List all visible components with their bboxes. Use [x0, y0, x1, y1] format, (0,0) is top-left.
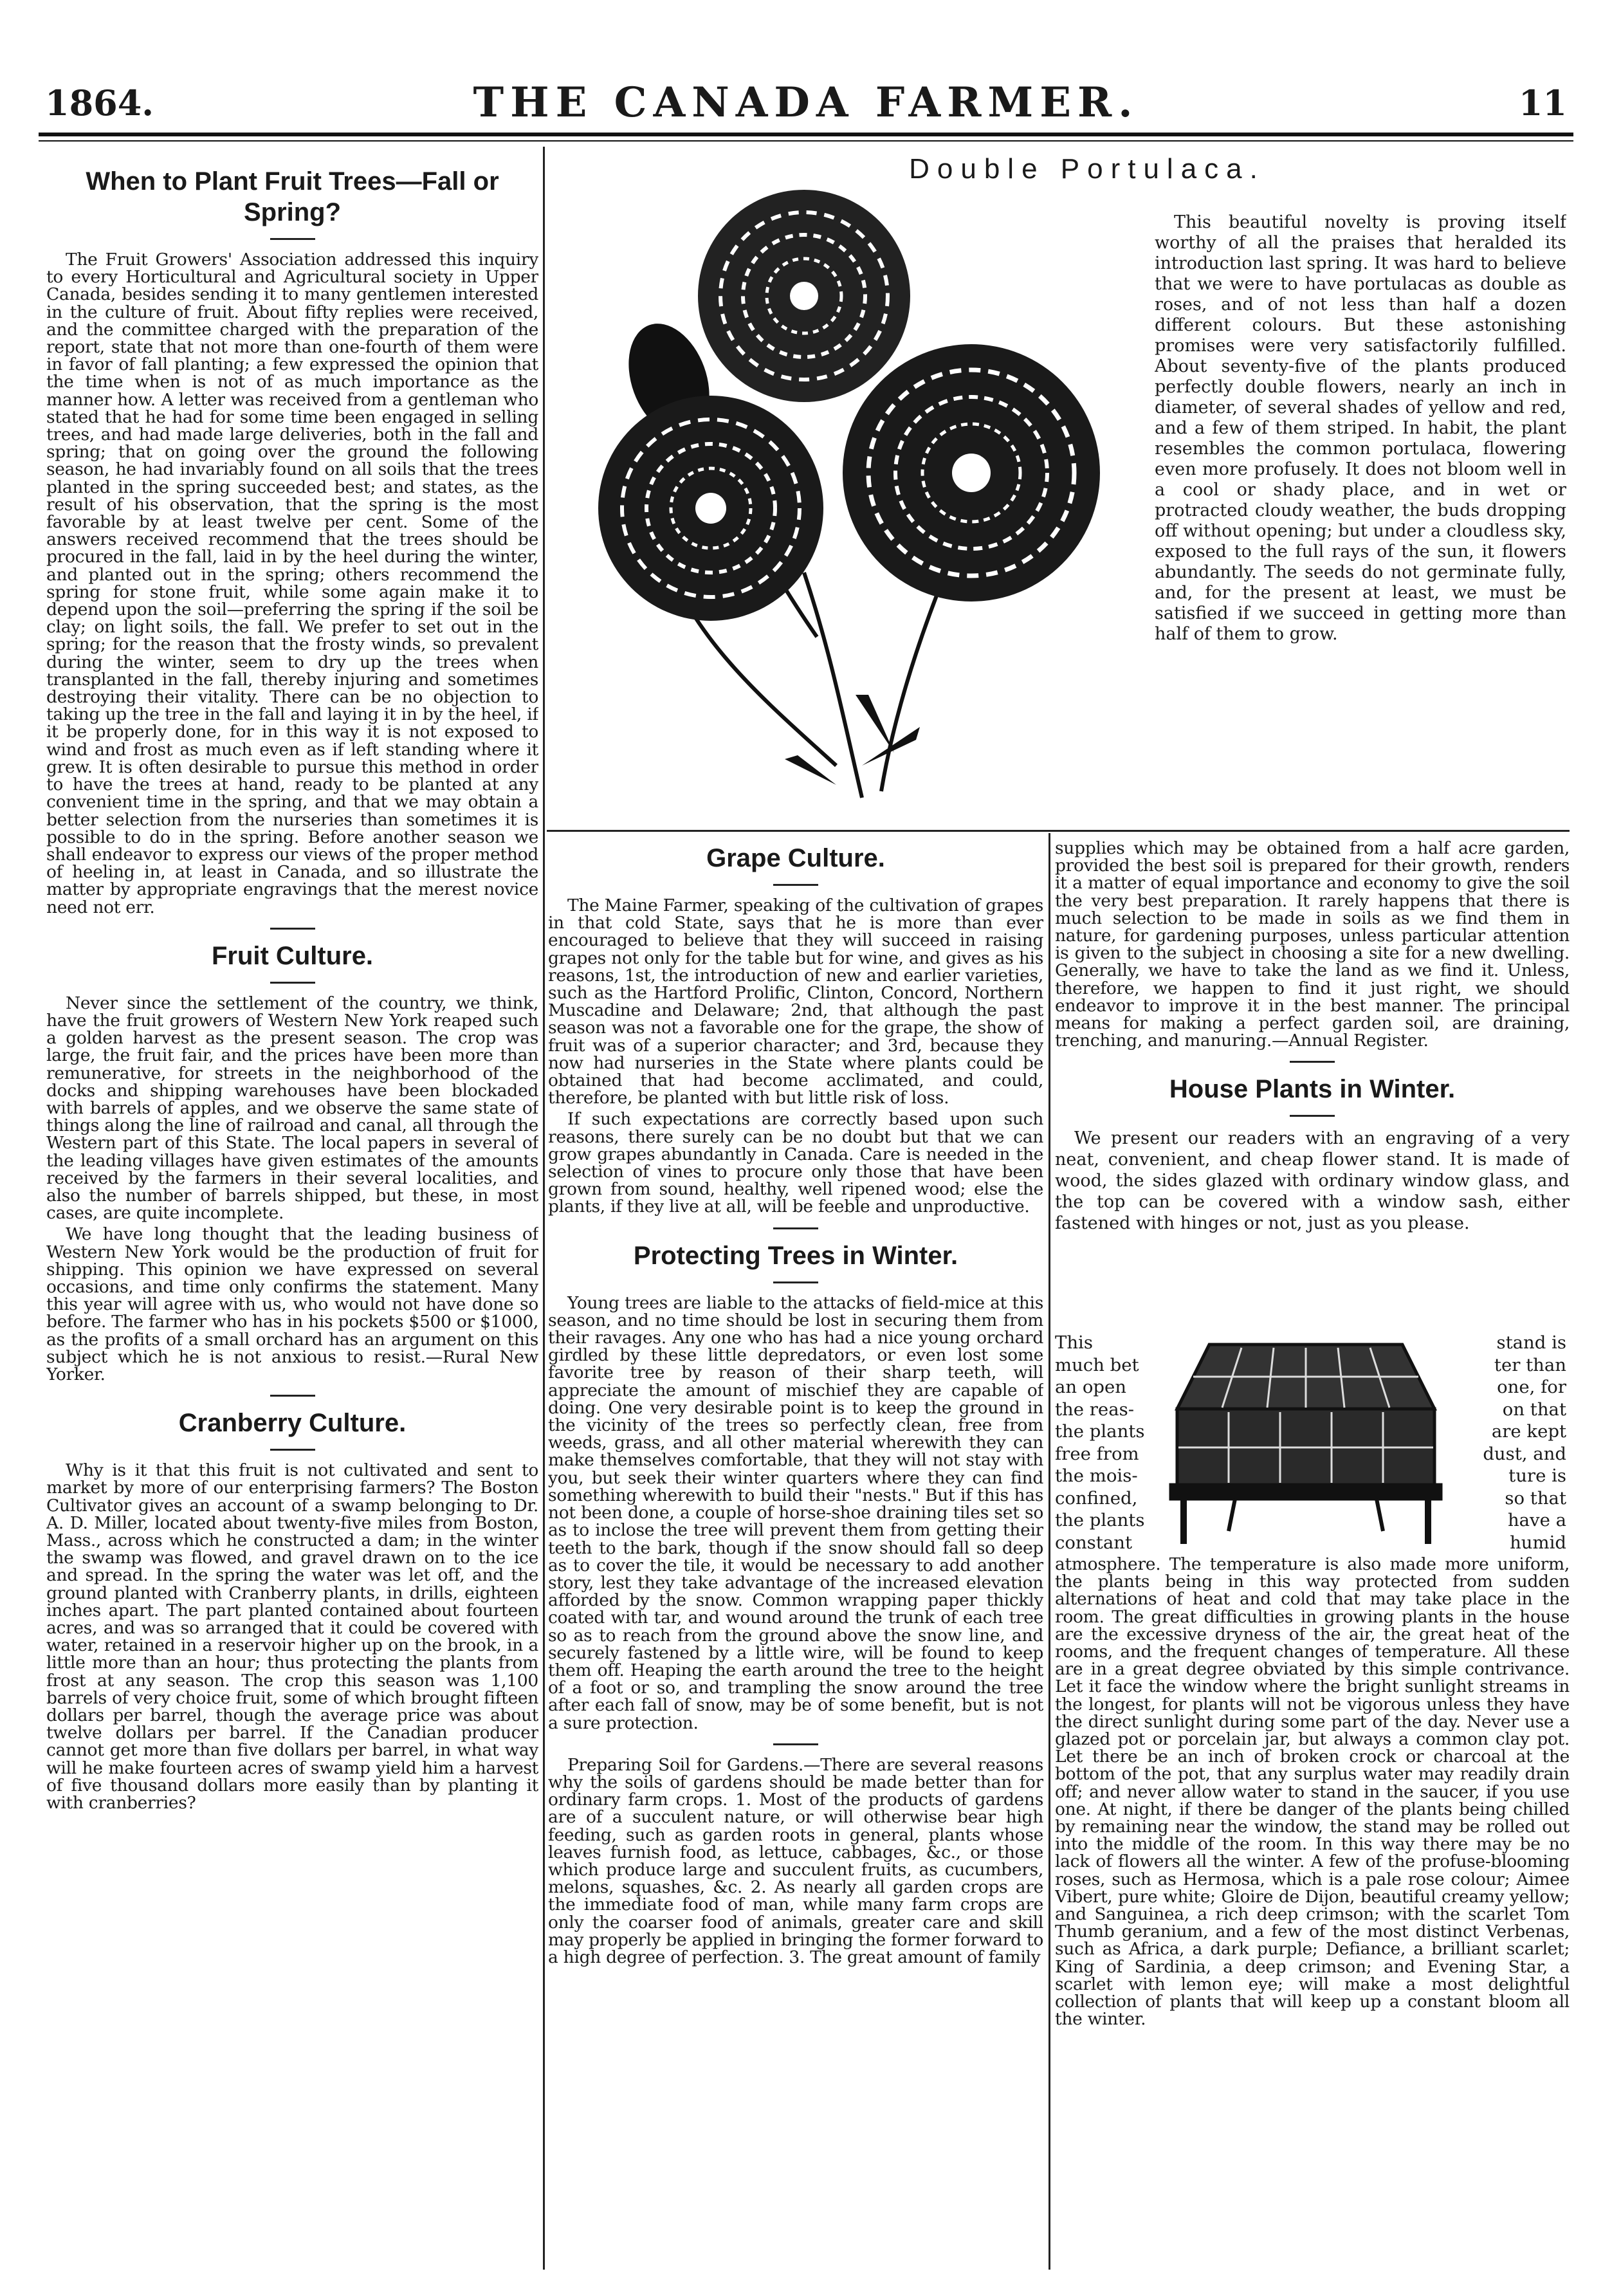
article-body-preparing-soil: Preparing Soil for Gardens.—There are several reasons why the soils of gardens should be made better than for ordinary farm crops. 1. Most of the products of gardens are of a succulent nature, or will otherwise bear high feeding, such as garden roots in general, plants whose leaves furnish food, as lettuce, cabbages, &c., or those which produce large and succulent fruits, as cucumbers, melons, squashes, &c. 2. As nearly all garden crops are the immediate food of man, while many farm crops are only the coarser food of animals, greater care and skill may properly be applied in bringing the former forward to a high degree of perfection. 3. The great amount of family — [548, 1754, 1043, 1967]
flower-top — [698, 190, 910, 402]
title-ornament — [548, 1274, 1043, 1289]
column-divider-1 — [543, 147, 545, 2270]
article-body-portulaca: This beautiful novelty is proving itself worthy of all the praises that heralded its introduction last spring. It was hard to believe that we were to have portulacas as double as roses, and of not less than half a dozen different colours. But these astonishing promises were very satisfactorily fulfilled. About seventy-five of the plants produced perfectly double flowers, nearly an inch in diameter, of several shades of yellow and red, and a few of them striped. In habit, the plant resembles the common portulaca, flowering even more profusely. It does not bloom well in a cool or shady place, and in wet or protracted cloudy weather, the buds dropping off without opening; but under a cloudless sky, exposed to the full rays of the sun, it flowers abundantly. The seeds do not germinate fully, and, for the present at least, we must be satisfied if we succeed in getting more than half of them to grow. — [1155, 212, 1566, 644]
section-ornament — [548, 1220, 1043, 1235]
article-title-fruit-culture: Fruit Culture. — [211, 941, 374, 970]
title-ornament — [46, 1441, 538, 1456]
flower-stem — [881, 573, 946, 791]
portulaca-engraving — [560, 187, 1139, 804]
article-body-house-plants: We present our readers with an engraving of a very neat, convenient, and cheap flower stand. It is made of wood, the sides glazed with ordinary window glass, and the top can be covered with a window sash, either fastened with hinges or not, just as you please. — [1055, 1128, 1570, 1234]
article-title-house-plants: House Plants in Winter. — [1169, 1075, 1456, 1104]
article-body-fruit-trees: The Fruit Growers' Association addressed this inquiry to every Horticultural and Agricultural society in Upper Canada, besides sending it to many gentlemen interested in the culture of fruit. About fifty replies were received, and the committee charged with the preparation of the report, state that not more than one-fourth of them were in favor of fall planting; a few expressed the opinion that the time when is not of as much importance as the manner how. A letter was received from a gentleman who stated that he had for some time been engaged in selling trees, and had made large deliveries, both in the fall and spring; that on going over the ground the following season, he had invariably found on all soils that the trees planted in the spring succeeded best; and states, as the result of his observation, that the spring is the most favorable by at least twelve per cent. Some of the answers received recommend that the trees should be procured in the fall, laid in by the heel during the winter, and planted out in the spring; others recommend the spring for stone fruit, while some again make it to depend upon the soil—preferring the spring if the soil be clay; on light soils, the fall. We prefer to set out in the spring; for the reason that the frosty winds, so prevalent during the winter, seem to dry up the trees when transplanted in the fall, thereby injuring and sometimes destroying their vitality. There can be no objection to taking up the tree in the fall and laying it in by the heel, if it be properly done, for in this way it is not exposed to wind and frost as much even as if left standing where it grew. It is often desirable to pursue this method in order to have the trees at hand, ready to be planted at any convenient time in the spring, and that we may obtain a better selection from the nurseries than sometimes it is possible to do in the spring. Before another season we shall endeavor to express our views of the proper method of heeling in, at least in Canada, and so illustrate the matter by appropriate engravings that the merest novice need not err. — [46, 250, 538, 917]
article-title-portulaca: Double Portulaca. — [909, 153, 1265, 185]
flower-stand-engraving — [1151, 1319, 1460, 1550]
section-divider — [547, 830, 1570, 832]
section-ornament — [46, 1387, 538, 1402]
flower-right — [843, 344, 1100, 602]
article-body-house-plants-continued: atmosphere. The temperature is also made more uniform, the plants being in this way protected from sudden alternations of heat and cold that may take place in the room. The great difficulties in growing plants in the house are the excessive dryness of the air, the great heat of the rooms, and the frequent changes of temperature. All these are in a great degree obviated by this simple contrivance. Let it face the window where the bright sunlight streams in the longest, for plants will not be vigorous unless they have the direct sunlight during some part of the day. Never use a glazed pot or porcelain jar, but always a common clay pot. Let there be an inch of broken crock or charcoal at the bottom of the pot, that any surplus water may readily drain off; and never allow water to stand in the saucer, if you use one. At night, if there be danger of the plants being chilled by remaining near the window, the stand may be rolled out into the middle of the room. In this way there may be no lack of flowers all the winter. A few of the profuse-blooming roses, such as Hermosa, which is a pale rose colour; Aimee Vibert, pure white; Gloire de Dijon, beautiful creamy yellow; and Sanguinea, a rich deep crimson; with the scarlet Tom Thumb geranium, and a few of the most distinct Verbenas, such as Africa, a dark purple; Defiance, a brilliant scarlet; King of Sardinia, a deep crimson; and Evening Star, a scarlet with lemon eye; will make a most delightful collection of plants that will keep up a constant bloom all the winter. — [1055, 1556, 1570, 2030]
issue-year: 1864. — [45, 82, 154, 124]
article-title-cranberry: Cranberry Culture. — [178, 1409, 407, 1438]
flower-left — [598, 396, 823, 621]
page-number: 11 — [1518, 82, 1567, 124]
article-title-grape: Grape Culture. — [706, 844, 885, 872]
title-ornament — [46, 230, 538, 246]
section-ornament — [548, 1736, 1043, 1751]
masthead-rule-thick — [39, 133, 1573, 136]
section-ornament — [46, 920, 538, 935]
wrap-text-right: stand is ter than one, for on that are kept dust, and ture is so that have a humid — [1483, 1332, 1566, 1553]
wrap-text-left: This much bet an open the reas- the plants free from the mois- confined, the plants constant — [1055, 1332, 1145, 1553]
section-ornament — [1055, 1053, 1570, 1069]
column-3-top — [1055, 840, 1570, 1258]
column-2 — [548, 843, 1043, 2277]
article-title-protecting-trees: Protecting Trees in Winter. — [633, 1241, 958, 1270]
article-body-preparing-soil-continued: supplies which may be obtained from a half acre garden, provided the best soil is prepared for their growth, renders it a matter of equal importance and economy to give the soil the very best preparation. It rarely happens that there is much selection to be made in soils as we find them in nature, for gardening purposes, unless particular attention is given to the subject in choosing a site for a new dwelling. Generally, we have to take the land as we find it. Unless, therefore, we happen to find it just right, we should endeavor to improve it in the best manner. The principal means for making a perfect garden soil, are draining, trenching, and manuring.—Annual Register. — [1055, 840, 1570, 1051]
article-body-protecting-trees: Young trees are liable to the attacks of field-mice at this season, and no time should be lost in securing them from their ravages. Any one who has had a nice young orchard girdled by these little depredators, or even lost some favorite tree by reason of their sharp teeth, will appreciate the amount of mischief they are capable of doing. One very desirable point is to keep the ground in the vicinity of the trees so perfectly clean, free from weeds, grass, and all other material wherewith they can make themselves comfortable, that they will not stay with you, but seek their winter quarters where they can find something wherewith to build their "nests." But if this has not been done, a couple of horse-shoe draining tiles set so as to inclose the tree will prevent them from getting their teeth to the bark, though if the snow should fall so deep as to cover the tile, it would be necessary to add another story, lest they take advantage of the increased elevation afforded by the snow. Common wrapping paper thickly coated with tar, and wound around the trunk of each tree so as to reach from the ground above the snow line, and securely fastened by a little wire, will be found to keep them off. Heaping the earth around the tree to the height of a foot or so, and trampling the snow around the tree after each fall of snow, may be of some benefit, but is not a sure protection. — [548, 1292, 1043, 1733]
article-body-grape: The Maine Farmer, speaking of the cultivation of grapes in that cold State, says that he is more than ever encouraged to believe that they will succeed in raising grapes not only for the table but for wine, and gives as his reasons, 1st, the introduction of new and earlier varieties, such as the Hartford Prolific, Clinton, Concord, Northern Muscadine and Delaware; 2nd, that although the past season was not a favorable one for the grape, the show of fruit was of a superior character; and 3rd, because they now had nurseries in the State where plants could be obtained that had become acclimated, and could, therefore, be planted with but little risk of loss. — [548, 895, 1043, 1108]
masthead — [45, 78, 1567, 130]
title-ornament — [1055, 1107, 1570, 1123]
masthead-rule-thin — [39, 140, 1573, 142]
title-ornament — [46, 974, 538, 989]
portulaca-text-column — [1155, 212, 1566, 823]
article-body-fruit-culture-2: We have long thought that the leading business of Western New York would be the production of fruit for shipping. This opinion we have expressed on several occasions, and time only confirms the statement. Many this year will agree with us, who would not have done so before. The farmer who has in his pockets $500 or $1000, as the profits of a small orchard has an argument on this subject which he is not anxious to resist.—Rural New Yorker. — [46, 1224, 538, 1384]
title-ornament — [548, 876, 1043, 892]
column-1 — [46, 166, 538, 2276]
article-body-fruit-culture: Never since the settlement of the country, we think, have the fruit growers of Western New York reaped such a golden harvest as the present season. The crop was large, the fruit fair, and the prices have been more than remunerative, for streets in the neighborhood of the docks and shipping warehouses have been blockaded with barrels of apples, and we observe the same state of things along the line of railroad and canal, all through the Western part of this State. The local papers in several of the leading villages have given estimates of the amounts received by the farmers in their several localities, and also the number of barrels shipped, but these, in most cases, are quite incomplete. — [46, 993, 538, 1224]
column-3-bottom — [1055, 1556, 1570, 2279]
article-body-cranberry: Why is it that this fruit is not cultivated and sent to market by more of our enterprising farmers? The Boston Cultivator gives an account of a swamp belonging to Dr. A. D. Miller, located about twenty-five miles from Boston, Mass., across which he constructed a dam; in the winter the swamp was flowed, and gravel drawn on to the ice and spread. In the spring the water was let off, and the ground planted with Cranberry plants, in drills, eighteen inches apart. The part planted contained about fourteen acres, and was so arranged that it could be covered with water, retained in a reservoir higher up on the brook, in a little more than an hour; thus protecting the plants from frost at any season. The crop this season was 1,100 barrels of very choice fruit, some of which brought fifteen dollars per barrel, though the average price was about twelve dollars per barrel. If the Canadian producer cannot get more than five dollars per barrel, in what way will he make fourteen acres of swamp yield him a harvest of five thousand dollars more easily than by planting it with cranberries? — [46, 1460, 538, 1814]
newspaper-title: THE CANADA FARMER. — [473, 78, 1139, 127]
article-title-fruit-trees: When to Plant Fruit Trees—Fall or Spring? — [86, 167, 499, 226]
column-divider-2 — [1049, 833, 1050, 2270]
article-body-grape-2: If such expectations are correctly based upon such reasons, there surely can be no doubt but that we can grow grapes abundantly in Canada. Care is needed in the selection of vines to procure only those that have been grown from sound, healthy, well ripened wood; else the plants, if they live at all, will be feeble and unproductive. — [548, 1109, 1043, 1217]
